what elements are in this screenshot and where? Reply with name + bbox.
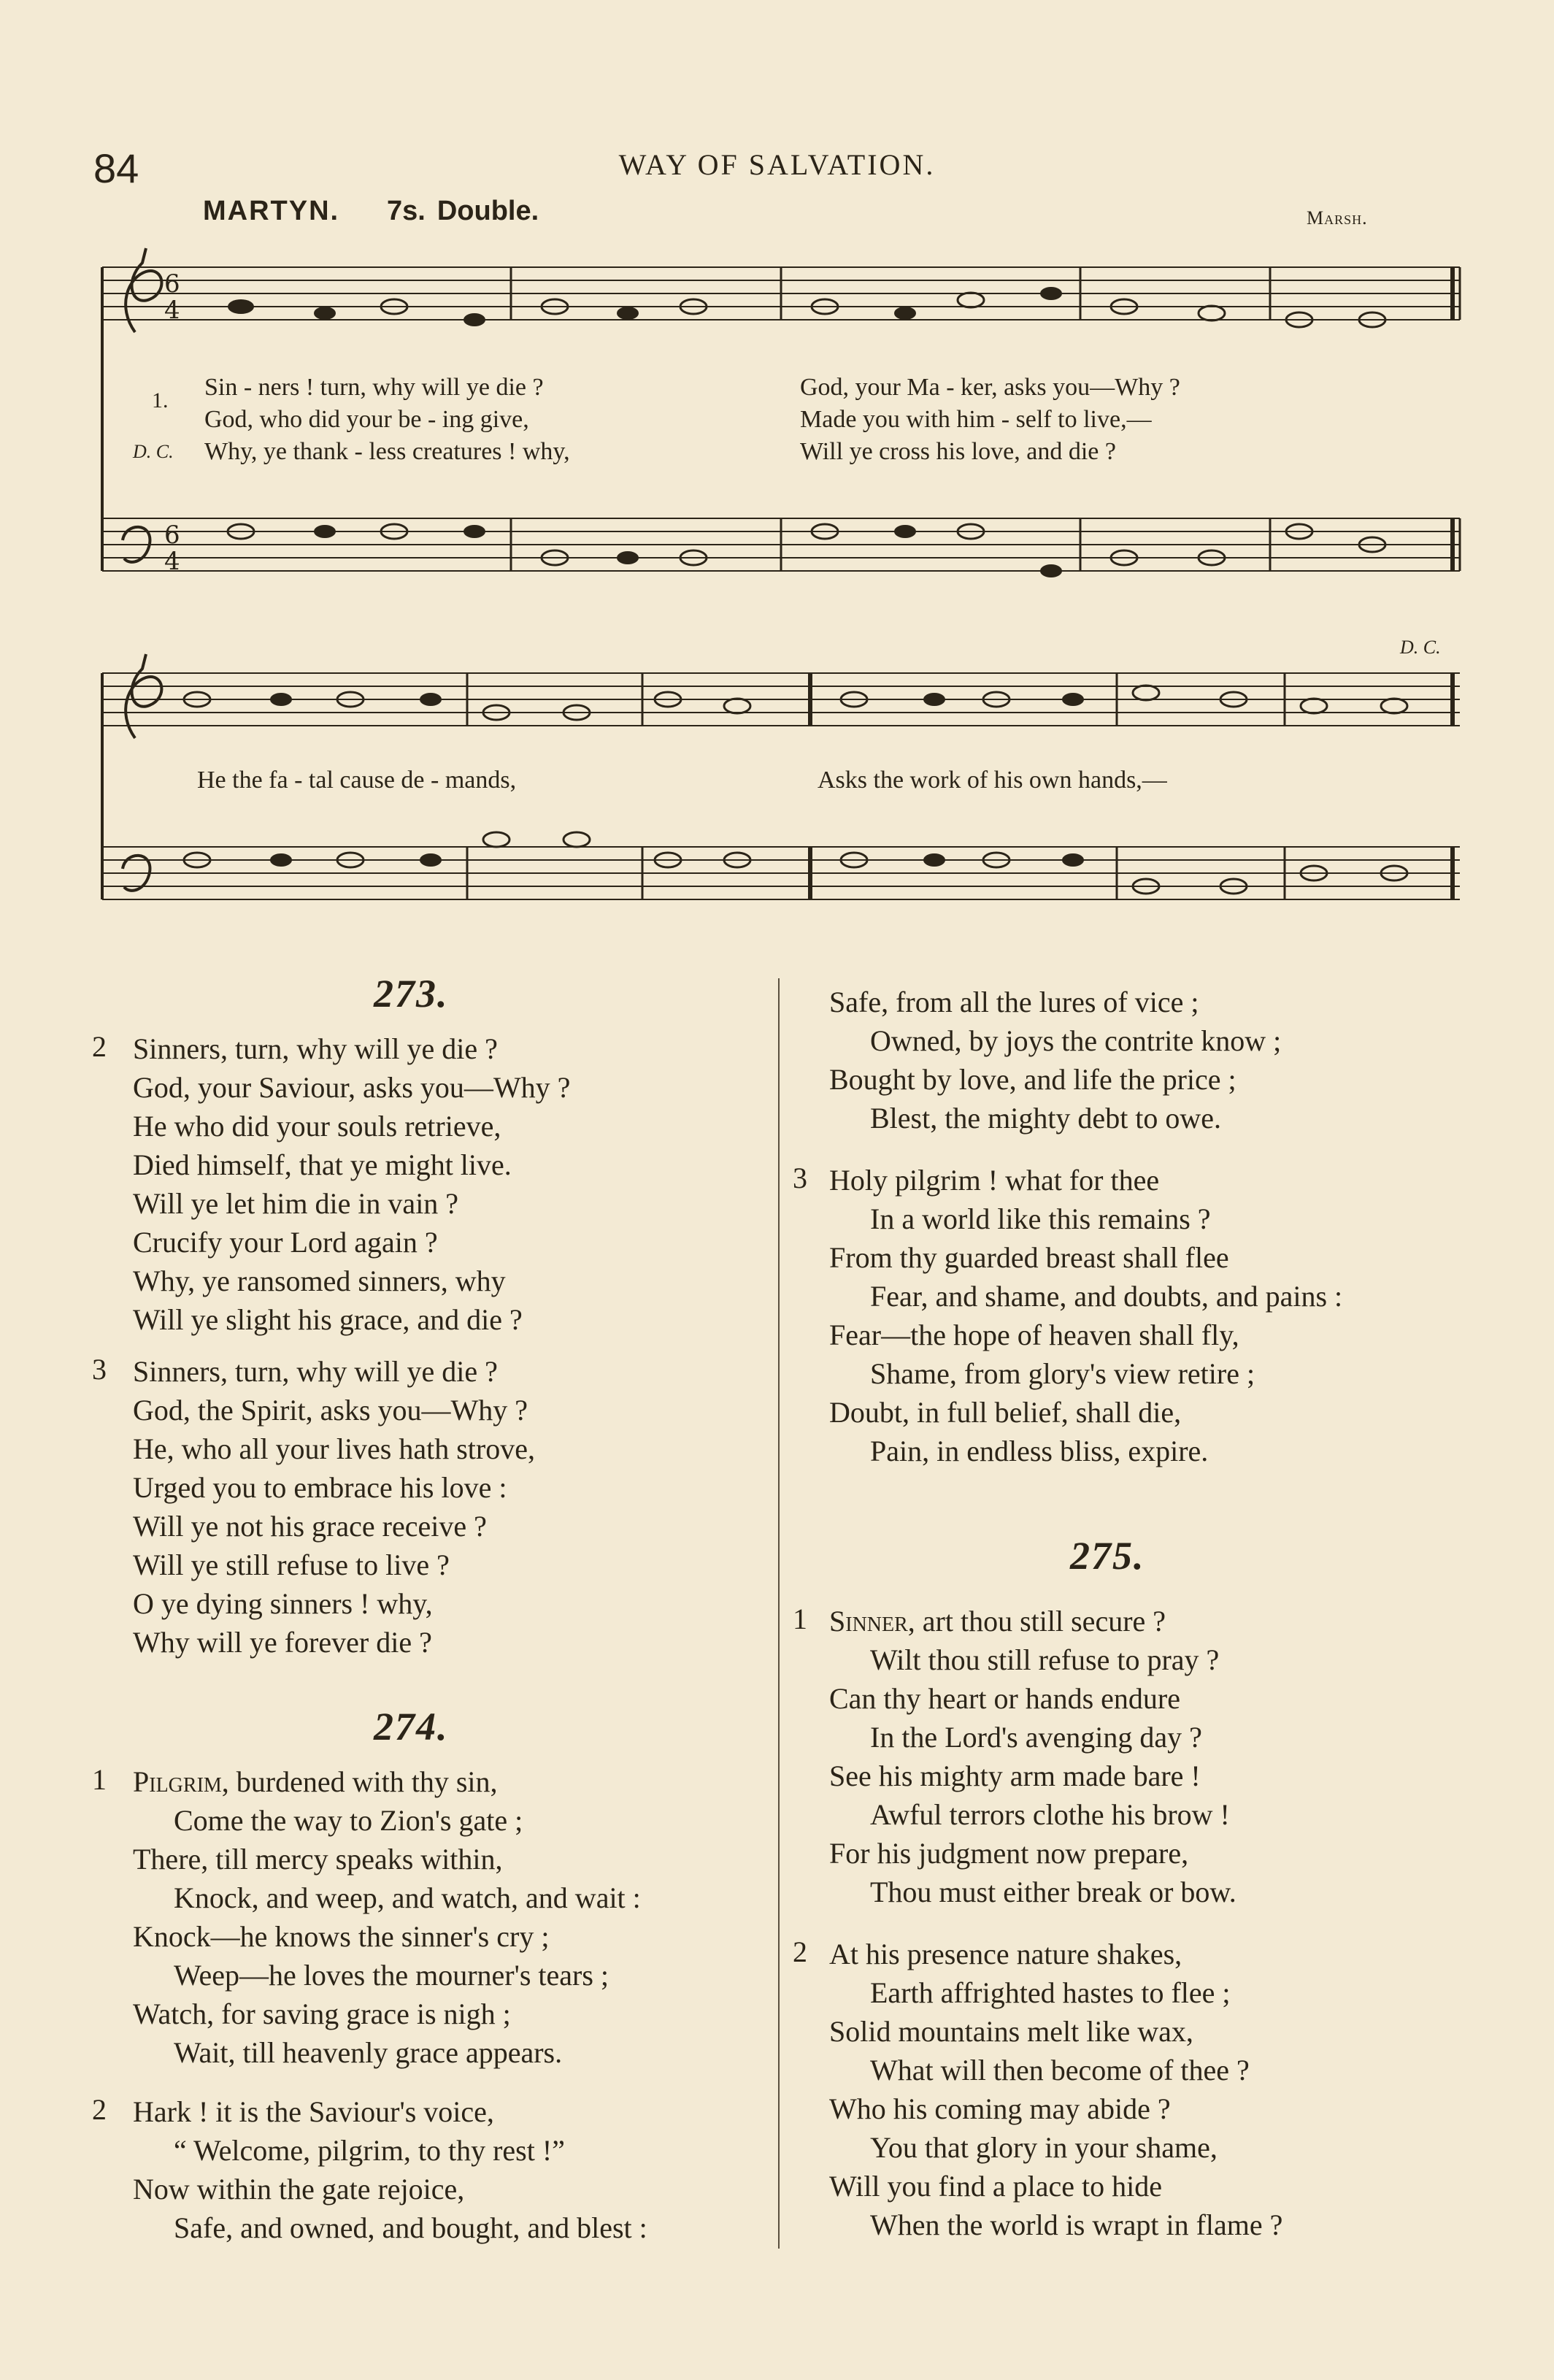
- stanza-line: Will ye not his grace receive ?: [133, 1510, 487, 1543]
- stanza-line: [133, 1762, 641, 1801]
- stanza-line: Will ye let him die in vain ?: [133, 1187, 459, 1220]
- stanza-line: Wilt thou still refuse to pray ?: [870, 1643, 1220, 1676]
- score-lyric-line: He the fa - tal cause de - mands,: [197, 767, 517, 794]
- stanza-line: Wait, till heavenly grace appears.: [174, 2036, 563, 2069]
- stanza-number: 2: [793, 1935, 807, 1968]
- stanza-line: Urged you to embrace his love :: [133, 1471, 507, 1504]
- score-lyric-line: Will ye cross his love, and die ?: [800, 438, 1116, 465]
- stanza-line: From thy guarded breast shall flee: [829, 1241, 1229, 1274]
- stanza-number: 2: [92, 2093, 107, 2126]
- stanza-line: Come the way to Zion's gate ;: [174, 1804, 523, 1837]
- composer: Marsh.: [1307, 207, 1368, 229]
- treble-staff-2: [102, 673, 1460, 726]
- stanza-line: Bought by love, and life the price ;: [829, 1063, 1236, 1096]
- meter-note: Double.: [436, 196, 539, 226]
- score-lyric-line: Made you with him - self to live,—: [800, 406, 1152, 433]
- line-rest: art thou still secure ?: [915, 1605, 1166, 1638]
- column-divider: [778, 978, 780, 2249]
- svg-text:6: 6: [164, 269, 180, 299]
- stanza-line: Weep—he loves the mourner's tears ;: [174, 1959, 609, 1992]
- stanza-line: He who did your souls retrieve,: [133, 1110, 501, 1143]
- stanza-line: Safe, and owned, and bought, and blest :: [174, 2211, 647, 2244]
- stanza-line: When the world is wrapt in flame ?: [870, 2208, 1283, 2241]
- stanza-line: O ye dying sinners ! why,: [133, 1587, 433, 1620]
- stanza-line: Hark ! it is the Saviour's voice,: [133, 2095, 494, 2128]
- stanza-line: Knock—he knows the sinner's cry ;: [133, 1920, 550, 1953]
- stanza-line: Crucify your Lord again ?: [133, 1226, 438, 1259]
- stanza-line: Why, ye ransomed sinners, why: [133, 1264, 506, 1297]
- stanza-line: There, till mercy speaks within,: [133, 1843, 503, 1876]
- stanza-number: 3: [92, 1353, 107, 1386]
- stanza-line: Doubt, in full belief, shall die,: [829, 1396, 1182, 1429]
- stanza-line: God, the Spirit, asks you—Why ?: [133, 1394, 528, 1427]
- first-word: Sinner,: [829, 1605, 915, 1638]
- stanza-line: Who his coming may abide ?: [829, 2092, 1171, 2125]
- svg-text:6: 6: [164, 521, 180, 550]
- stanza-line: Safe, from all the lures of vice ;: [829, 986, 1199, 1018]
- stanza-number: 2: [92, 1030, 107, 1063]
- stanza-line: In a world like this remains ?: [870, 1202, 1211, 1235]
- stanza-continued: [829, 983, 1281, 1137]
- stanza-line: Why will ye forever die ?: [133, 1626, 432, 1659]
- stanza-line: Watch, for saving grace is nigh ;: [133, 1997, 511, 2030]
- stanza-line: See his mighty arm made bare !: [829, 1759, 1201, 1792]
- hymn-number: 275.: [1070, 1534, 1145, 1578]
- stanza-line: Thou must either break or bow.: [870, 1876, 1236, 1908]
- stanza-line: Sinners, turn, why will ye die ?: [133, 1355, 498, 1388]
- stanza-line: For his judgment now prepare,: [829, 1837, 1189, 1870]
- stanza-line: Fear, and shame, and doubts, and pains :: [870, 1280, 1343, 1313]
- stanza-line: Holy pilgrim ! what for thee: [829, 1164, 1160, 1197]
- bass-staff-2: [102, 847, 1460, 899]
- stanza-line: Earth affrighted hastes to flee ;: [870, 1976, 1231, 2009]
- stanza-line: Pain, in endless bliss, expire.: [870, 1435, 1209, 1467]
- stanza-line: Now within the gate rejoice,: [133, 2173, 465, 2206]
- stanza-line: Awful terrors clothe his brow !: [870, 1798, 1230, 1831]
- stanza-line: Blest, the mighty debt to owe.: [870, 1102, 1222, 1135]
- score-lyric-line: Sin - ners ! turn, why will ye die ?: [204, 374, 544, 401]
- stanza-line: He, who all your lives hath strove,: [133, 1432, 535, 1465]
- stanza-line: Will you find a place to hide: [829, 2170, 1163, 2203]
- stanza-line: Sinners, turn, why will ye die ?: [133, 1032, 498, 1065]
- stanza-line: God, your Saviour, asks you—Why ?: [133, 1071, 571, 1104]
- stanza-line: Owned, by joys the contrite know ;: [870, 1024, 1282, 1057]
- stanza-line: Will ye slight his grace, and die ?: [133, 1303, 523, 1336]
- stanza-line: Can thy heart or hands endure: [829, 1682, 1180, 1715]
- stanza-line: Shame, from glory's view retire ;: [870, 1357, 1255, 1390]
- page-number: 84: [93, 145, 139, 191]
- score-lyric-line: God, your Ma - ker, asks you—Why ?: [800, 374, 1180, 401]
- stanza-line: What will then become of thee ?: [870, 2054, 1250, 2087]
- line-rest: burdened with thy sin,: [228, 1765, 498, 1798]
- dc-mark: D. C.: [1400, 637, 1441, 658]
- running-head: WAY OF SALVATION.: [618, 148, 936, 181]
- first-word: Pilgrim,: [133, 1765, 229, 1798]
- dc-label: D. C.: [133, 441, 174, 462]
- stanza-number: 3: [793, 1162, 807, 1194]
- score-lyric-line: Asks the work of his own hands,—: [818, 767, 1167, 794]
- stanza-number: 1: [92, 1763, 107, 1796]
- stanza-line: Knock, and weep, and watch, and wait :: [174, 1881, 641, 1914]
- meter: 7s.: [387, 196, 426, 226]
- stanza-line: You that glory in your shame,: [870, 2131, 1218, 2164]
- hymn-number: 273.: [374, 972, 449, 1016]
- stanza-number: 1: [793, 1602, 807, 1635]
- stanza-line: “ Welcome, pilgrim, to thy rest !”: [174, 2134, 565, 2167]
- stanza-line: Will ye still refuse to live ?: [133, 1548, 450, 1581]
- stanza-line: At his presence nature shakes,: [829, 1938, 1182, 1970]
- stanza-line: Fear—the hope of heaven shall fly,: [829, 1318, 1239, 1351]
- score-lyric-line: Why, ye thank - less creatures ! why,: [204, 438, 570, 465]
- score-lyric-line: God, who did your be - ing give,: [204, 406, 529, 433]
- stanza-line: Died himself, that ye might live.: [133, 1148, 512, 1181]
- svg-text:4: 4: [164, 296, 180, 325]
- stanza-line: In the Lord's avenging day ?: [870, 1721, 1202, 1754]
- stanza-line: Solid mountains melt like wax,: [829, 2015, 1193, 2048]
- stanza-line: [829, 1602, 1236, 1640]
- tune-name: MARTYN.: [203, 196, 340, 226]
- hymn-number: 274.: [374, 1705, 449, 1748]
- verse-number: 1.: [152, 388, 169, 412]
- svg-text:4: 4: [164, 547, 180, 576]
